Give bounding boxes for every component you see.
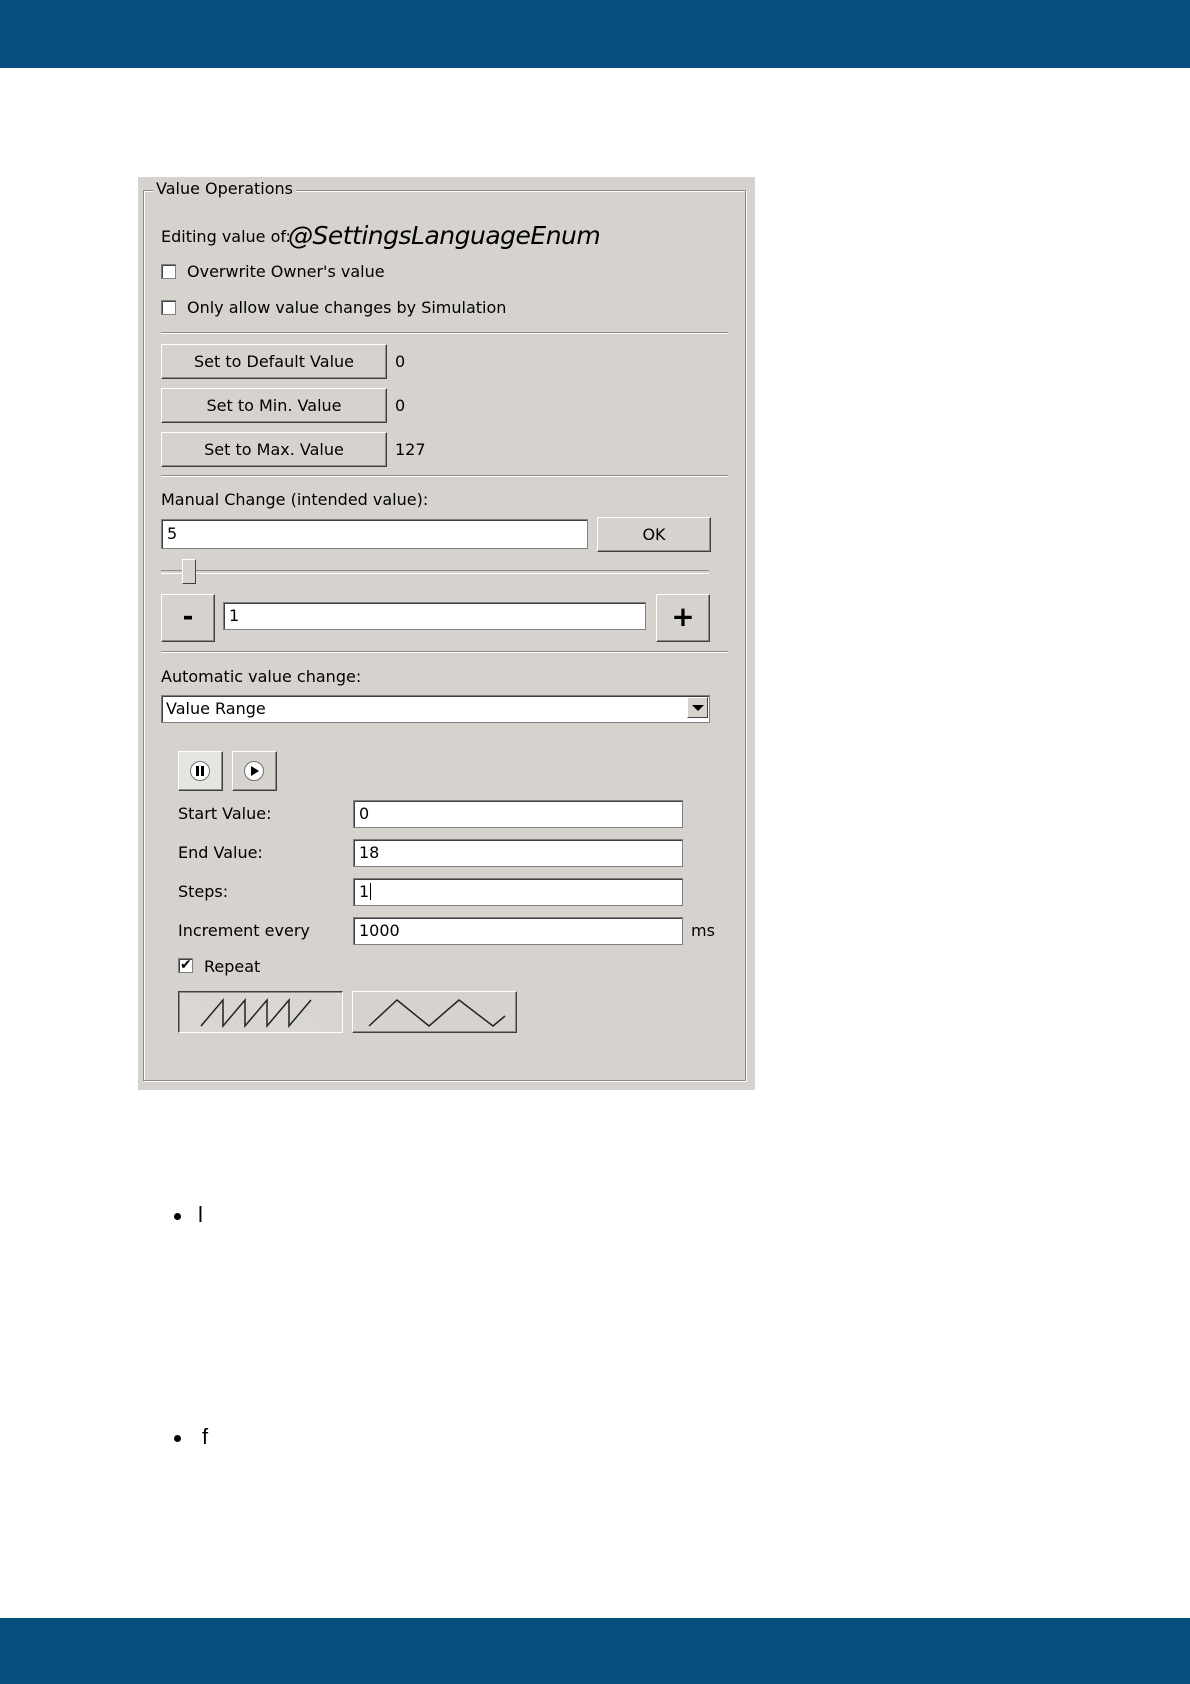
set-default-button[interactable] xyxy=(161,344,387,379)
bullet-text: l xyxy=(198,1202,203,1227)
overwrite-owner-label: Overwrite Owner's value xyxy=(187,262,385,281)
separator xyxy=(161,651,728,653)
bullet-marker xyxy=(174,1213,181,1220)
group-title: Value Operations xyxy=(153,179,296,199)
auto-mode-dropdown[interactable] xyxy=(161,695,710,723)
pause-button[interactable] xyxy=(178,751,223,791)
editing-variable-name: @SettingsLanguageEnum xyxy=(288,221,601,250)
value-operations-dialog xyxy=(138,177,755,1090)
simulation-only-checkbox[interactable] xyxy=(161,300,176,315)
minus-label: - xyxy=(182,602,194,632)
editing-label: Editing value of: xyxy=(161,227,291,246)
increment-input[interactable]: 1000 xyxy=(353,917,683,945)
ok-button[interactable] xyxy=(597,517,711,552)
bullet-text: f xyxy=(202,1424,209,1449)
increment-unit: ms xyxy=(691,921,715,940)
end-value-label: End Value: xyxy=(178,843,263,862)
separator xyxy=(161,475,728,477)
increment-label: Increment every xyxy=(178,921,310,940)
value-slider-thumb[interactable] xyxy=(182,559,196,584)
chevron-down-icon[interactable] xyxy=(687,697,708,718)
steps-input[interactable] xyxy=(353,878,683,906)
triangle-wave-button[interactable] xyxy=(352,991,517,1033)
steps-label: Steps: xyxy=(178,882,229,901)
set-max-label: Set to Max. Value xyxy=(204,440,344,459)
play-button[interactable] xyxy=(232,751,277,791)
step-size-input[interactable]: 1 xyxy=(223,602,646,630)
plus-label: + xyxy=(671,600,695,633)
manual-change-label: Manual Change (intended value): xyxy=(161,490,429,509)
footer-bar xyxy=(0,1618,1190,1684)
overwrite-owner-checkbox[interactable] xyxy=(161,264,176,279)
bullet-marker xyxy=(174,1435,181,1442)
value-slider-track[interactable] xyxy=(161,570,709,574)
start-value-label: Start Value: xyxy=(178,804,272,823)
sawtooth-wave-icon xyxy=(179,992,344,1034)
start-value-input[interactable]: 0 xyxy=(353,800,683,828)
increment-button[interactable] xyxy=(656,594,710,642)
set-max-button[interactable] xyxy=(161,432,387,467)
set-min-label: Set to Min. Value xyxy=(206,396,342,415)
default-value: 0 xyxy=(395,352,406,371)
repeat-label: Repeat xyxy=(204,957,261,976)
header-bar xyxy=(0,0,1190,68)
set-min-button[interactable] xyxy=(161,388,387,423)
manual-value-input[interactable]: 5 xyxy=(161,519,588,549)
min-value: 0 xyxy=(395,396,406,415)
simulation-only-label: Only allow value changes by Simulation xyxy=(187,298,507,317)
steps-value: 1 xyxy=(359,882,370,901)
max-value: 127 xyxy=(395,440,426,459)
separator xyxy=(161,332,728,334)
text-cursor xyxy=(370,883,371,900)
repeat-checkbox[interactable] xyxy=(178,958,193,973)
sawtooth-wave-button[interactable] xyxy=(178,991,343,1033)
pause-icon xyxy=(190,761,210,781)
decrement-button[interactable] xyxy=(161,594,215,642)
auto-change-label: Automatic value change: xyxy=(161,667,362,686)
end-value-input[interactable]: 18 xyxy=(353,839,683,867)
triangle-wave-icon xyxy=(353,992,518,1034)
play-icon xyxy=(244,761,264,781)
set-default-label: Set to Default Value xyxy=(194,352,354,371)
ok-label: OK xyxy=(642,525,666,544)
auto-mode-selected: Value Range xyxy=(166,699,266,718)
